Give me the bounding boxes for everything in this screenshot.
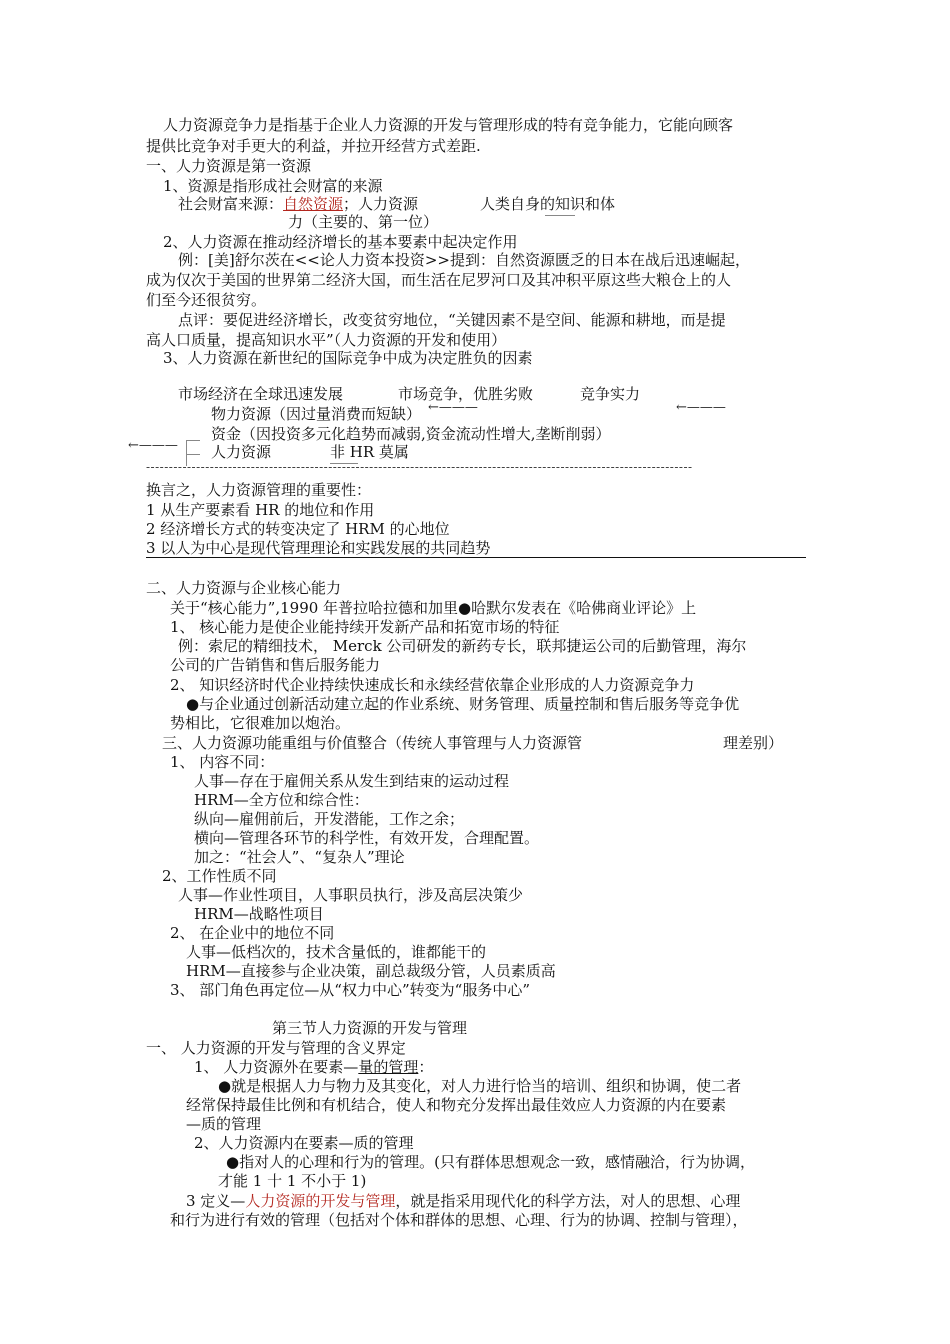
comment-line-1: 点评：要促进经济增长，改变贫穷地位，“关键因素不是空间、能源和耕地，而是提 [178,311,726,329]
section-3-heading: 三、人力资源功能重组与价值整合（传统人事管理与人力资源管 [162,734,583,752]
item-2-1: 1、 核心能力是使企业能持续开发新产品和拓宽市场的特征 [170,618,560,636]
hr-dev-mgmt-term: 人力资源的开发与管理 [245,1192,396,1210]
wealth-source-label: 社会财富来源： [178,195,284,213]
item-3-4: 3、 部门角色再定位—从“权力中心”转变为“服务中心” [170,981,530,999]
compare-line-1: ●与企业通过创新活动建立起的作业系统、财务管理、质量控制和售后服务等竞争优 [186,695,740,713]
internal-factor: 2、人力资源内在要素—质的管理 [194,1134,414,1152]
bracket-line [186,440,200,441]
item-1-1: 1、资源是指形成社会财富的来源 [163,177,383,195]
quantity-desc-3: —质的管理 [186,1115,262,1133]
chapter-item-1: 一、 人力资源的开发与管理的含义界定 [146,1039,406,1057]
importance-item-3: 3 以人为中心是现代管理理论和实践发展的共同趋势 [146,539,491,557]
item-2-2: 2、 知识经济时代企业持续快速成长和永续经营依靠企业形成的人力资源竞争力 [170,676,695,694]
section-2-heading: 二、人力资源与企业核心能力 [146,579,342,597]
vertical-desc: 纵向—雇佣前后，开发潜能，工作之余； [194,810,465,828]
human-knowledge-text: 人类自身的知识和体 [480,195,616,213]
quality-desc-1: ●指对人的心理和行为的管理。(只有群体思想观念一致，感情融洽，行为协调， [226,1153,755,1171]
quantity-desc-1: ●就是根据人力与物力及其变化，对人力进行恰当的培训、组织和协调，使二者 [218,1077,742,1095]
strength-text: 力（主要的、第一位） [288,213,439,231]
connector-line [545,215,575,216]
definition-label: 3 定义— [186,1192,246,1210]
chapter-title: 第三节人力资源的开发与管理 [272,1019,468,1037]
importance-item-2: 2 经济增长方式的转变决定了 HRM 的心地位 [146,520,450,538]
item-1-2: 2、人力资源在推动经济增长的基本要素中起决定作用 [163,233,518,251]
wealth-source-line [178,194,418,214]
quality-desc-2: 才能 1 十 1 不小于 1) [218,1172,367,1190]
horizontal-desc: 横向—管理各环节的科学性，有效开发，合理配置。 [194,829,540,847]
external-factor-label: 1、 人力资源外在要素— [194,1058,359,1076]
personnel-desc: 人事—存在于雇佣关系从发生到结束的运动过程 [194,772,510,790]
bracket-line [186,454,200,455]
example-line-2: 成为仅次于美国的世界第二经济大国，而生活在尼罗河口及其冲积平原这些大粮仓上的人 [146,271,732,289]
section-divider [146,557,806,558]
competitive-strength-text: 竞争实力 [580,385,641,403]
market-competition-text: 市场竞争，优胜劣败 [398,385,534,403]
arrow-left-icon: ←——— [428,400,478,415]
example-line-3: 们至今还很贫穷。 [146,291,267,309]
definition-line-1 [186,1191,740,1211]
intro-line-2: 提供比竞争对手更大的利益，并拉开经营方式差距. [146,137,481,155]
personnel-nature: 人事—作业性项目，人事职员执行，涉及高层决策少 [178,886,524,904]
section-3-heading-end: 理差别） [723,734,784,752]
item-1-3: 3、人力资源在新世纪的国际竞争中成为决定胜负的因素 [163,349,533,367]
colon: ： [418,1058,434,1076]
arrow-left-icon: ←——— [676,400,726,415]
hrm-status: HRM—直接参与企业决策，副总裁级分管，人员素质高 [186,962,556,980]
human-resource-text: ；人力资源 [343,195,419,213]
item-3-1: 1、 内容不同： [170,753,275,771]
definition-line-2: 和行为进行有效的管理（包括对个体和群体的思想、心理、行为的协调、控制与管理）， [170,1211,748,1229]
quantity-management: 量的管理 [358,1058,419,1076]
theory-desc: 加之：“社会人”、“复杂人”理论 [194,848,405,866]
core-ability-intro: 关于“核心能力”,1990 年普拉哈拉德和加里●哈默尔发表在《哈佛商业评论》上 [170,599,697,617]
capital-text: 资金（因投资多元化趋势而减弱,资金流动性增大,垄断削弱） [211,425,611,443]
example-2-line-2: 公司的广告销售和售后服务能力 [170,656,381,674]
intro-line-1: 人力资源竞争力是指基于企业人力资源的开发与管理形成的特有竞争能力，它能向顾客 [163,116,734,134]
dashed-separator: ------------------------------------------------------------------------------------------------------------------------ [146,460,693,474]
natural-resource-link[interactable]: 自然资源 [283,195,344,213]
hrm-desc: HRM—全方位和综合性： [194,791,369,809]
compare-line-2: 势相比，它很难加以炮治。 [170,714,351,732]
example-2-line-1: 例：索尼的精细技术， Merck 公司研发的新药专长，联邦捷运公司的后勤管理，海尔 [178,637,747,655]
human-resource-item: 人力资源 [211,443,272,461]
example-line-1: 例：[美]舒尔茨在<<论人力资本投资>>提到：自然资源匮乏的日本在战后迅速崛起， [178,251,750,269]
importance-item-1: 1 从生产要素看 HR 的地位和作用 [146,501,375,519]
personnel-status: 人事—低档次的，技术含量低的，谁都能干的 [186,943,487,961]
item-3-2: 2、工作性质不同 [162,867,277,885]
hrm-nature: HRM—战略性项目 [194,905,324,923]
importance-heading: 换言之，人力资源管理的重要性： [146,481,372,499]
external-factor-line [194,1057,433,1077]
quantity-desc-2: 经常保持最佳比例和有机结合，使人和物充分发挥出最佳效应人力资源的内在要素 [186,1096,727,1114]
section-1-heading: 一、人力资源是第一资源 [146,157,312,175]
only-hr-text: 非 HR 莫属 [330,443,409,461]
comment-line-2: 高人口质量，提高知识水平”（人力资源的开发和使用） [146,331,507,349]
material-resource-text: 物力资源（因过量消费而短缺） [211,405,422,423]
arrow-left-icon: ←——— [128,438,178,453]
market-economy-text: 市场经济在全球迅速发展 [178,385,344,403]
item-3-3: 2、 在企业中的地位不同 [170,924,335,942]
definition-text: ，就是指采用现代化的科学方法，对人的思想、心理 [395,1192,741,1210]
